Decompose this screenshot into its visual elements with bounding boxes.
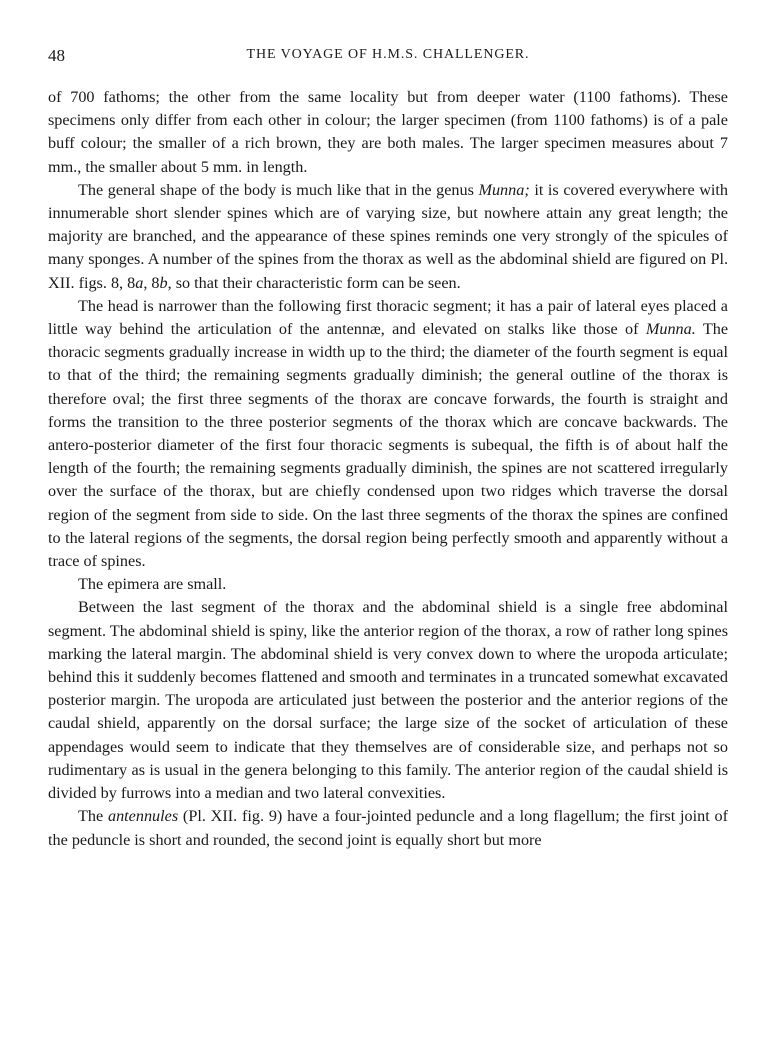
paragraph-6 (48, 805, 728, 851)
paragraph-6-text-a: The (78, 807, 108, 826)
page-number: 48 (48, 46, 65, 65)
paragraph-3-text-b: The thoracic segments gradually increase in width up to the third; the diameter of the fourth segment is equal to that of the third; the remaining segments gradually diminish; the general outline of the thorax is therefore oval; the first three segments of the thorax are concave forwards, the fourth is straight and forms the transition to the three posterior segments of the thorax which are concave backwards. The antero-posterior diameter of the first four thoracic segments is subequal, the fifth is of about half the length of the fourth; the remaining segments gradually diminish, the spines are not scattered irregularly over the surface of the thorax, but are chiefly condensed upon two ridges which traverse the dorsal region of the segment from side to side. On the last three segments of the thorax the spines are confined to the lateral regions of the segments, the dorsal region being perfectly smooth and apparently without a trace of spines. (48, 320, 728, 571)
paragraph-2-text-b: it is covered everywhere with innumerable short slender spines which are of varying size, but nowhere attain any great length; the majority are branched, and the appearance of these spines reminds one very strongly of the spicules of many sponges. A number of the spines from the thorax as well as the abdominal shield are figured on Pl. XII. figs. 8, 8 (48, 180, 729, 292)
page-header (48, 46, 728, 70)
paragraph-2-text-d: , so that their characteristic form can be seen. (167, 273, 461, 292)
paragraph-4: The epimera are small. (78, 575, 227, 594)
paragraph-6-text-b: (Pl. XII. fig. 9) have a four-jointed peduncle and a long flagellum; the first joint of the peduncle is short and rounded, the second joint is equally short but more (48, 807, 729, 849)
paragraph-3-text-a: The head is narrower than the following first thoracic segment; it has a pair of lateral eyes placed a little way behind the articulation of the antennæ, and elevated on stalks like those of (48, 296, 728, 339)
paragraph-2-text-c: , 8 (143, 273, 160, 292)
paragraph-1: of 700 fathoms; the other from the same locality but from deeper water (1100 fathoms). These specimens only differ from each other in colour; the larger specimen (from 1100 fathoms) is of a pale buff colour; the smaller of a rich brown, they are both males. The larger specimen measures about 7 mm., the smaller about 5 mm. in length. (48, 88, 728, 176)
paragraph-5: Between the last segment of the thorax and the abdominal shield is a single free abdominal segment. The abdominal shield is spiny, like the anterior region of the thorax, a row of rather long spines marking the lateral margin. The abdominal shield is very convex down to where the uropoda articulate; behind this it suddenly becomes flattened and smooth and terminates in a truncated somewhat excavated posterior margin. The uropoda are articulated just between the posterior and the anterior regions of the caudal shield, apparently on the dorsal surface; the large size of the socket of articulation of these appendages would seem to indicate that they themselves are of considerable size, and perhaps not so rudimentary as is usual in the genera belonging to this family. The anterior region of the caudal shield is divided by furrows into a median and two lateral convexities. (48, 598, 728, 803)
running-title: THE VOYAGE OF H.M.S. CHALLENGER. (246, 47, 530, 62)
figure-ref-b: b (159, 273, 168, 292)
genus-name-munna: Munna; (478, 180, 530, 199)
genus-name-munna-2: Munna. (645, 320, 696, 339)
figure-ref-a: a (135, 273, 144, 292)
paragraph-3 (48, 295, 728, 573)
body-text (48, 86, 728, 852)
term-antennules: antennules (107, 807, 179, 826)
paragraph-2 (48, 179, 728, 295)
paragraph-2-text-a: The general shape of the body is much like that in the genus (78, 180, 479, 199)
